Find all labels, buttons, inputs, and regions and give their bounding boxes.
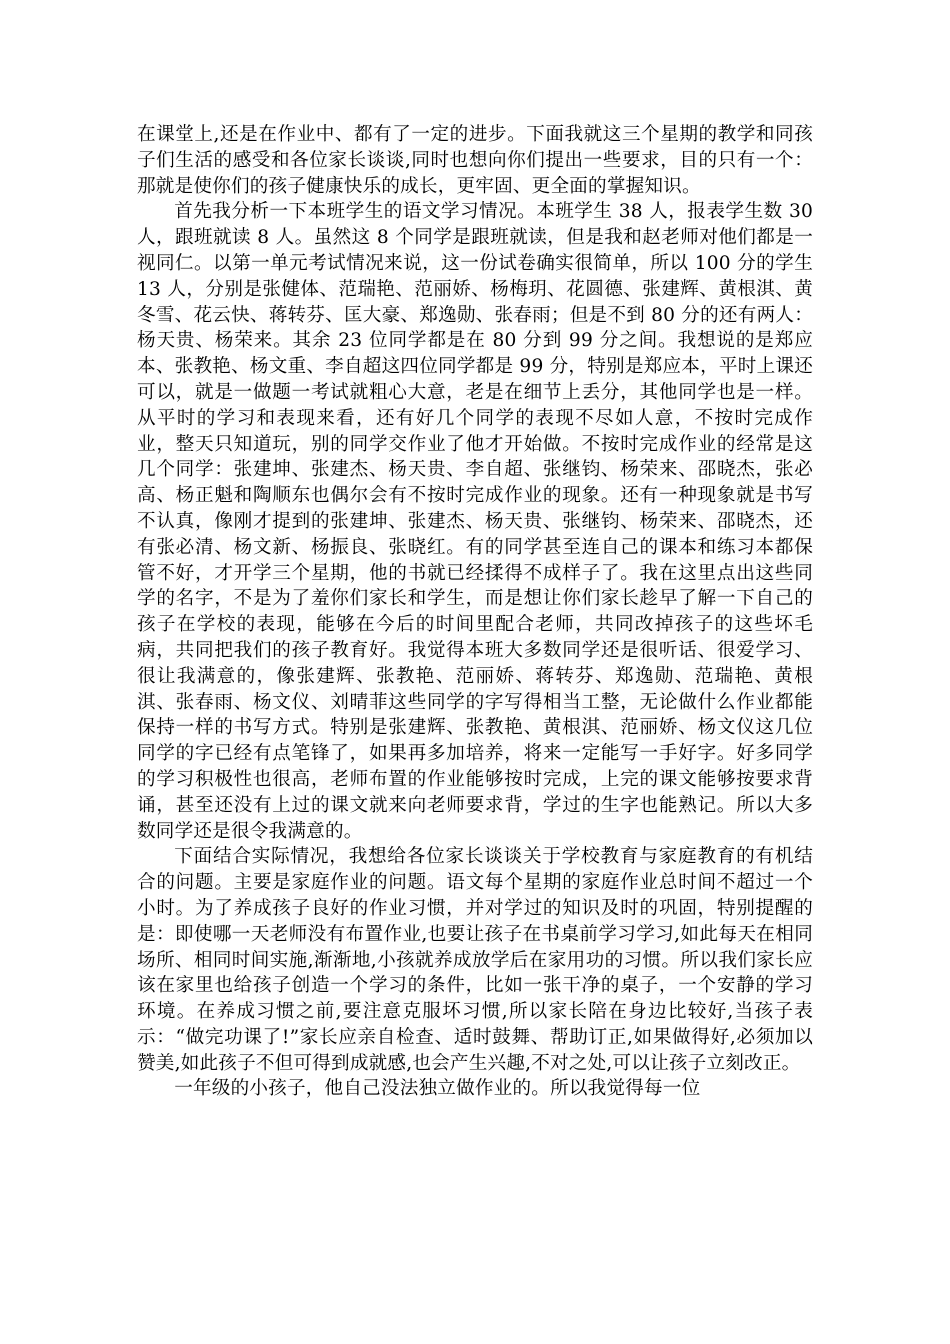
document-body [137, 122, 813, 1102]
paragraph-homework: 下面结合实际情况，我想给各位家长谈谈关于学校教育与家庭教育的有机结合的问题。主要是家庭作业的问题。语文每个星期的家庭作业总时间不超过一个小时。为了养成孩子良好的作业习惯，并对学过的知识及时的巩固，特别提醒的是：即使哪一天老师没有布置作业,也要让孩子在书桌前学习学习,如此每天在相同场所、相同时间实施,渐渐地,小孩就养成放学后在家用功的习惯。所以我们家长应该在家里也给孩子创造一个学习的条件，比如一张干净的桌子，一个安静的学习环境。在养成习惯之前,要注意克服坏习惯,所以家长陪在身边比较好,当孩子表示：“做完功课了!”家长应亲自检查、适时鼓舞、帮助订正,如果做得好,必须加以赞美,如此孩子不但可得到成就感,也会产生兴趣,不对之处,可以让孩子立刻改正。 [137, 846, 813, 1074]
paragraph-first-grade: 一年级的小孩子，他自己没法独立做作业的。所以我觉得每一位 [174, 1078, 701, 1100]
paragraph-intro: 在课堂上,还是在作业中、都有了一定的进步。下面我就这三个星期的教学和同孩子们生活的感受和各位家长谈谈,同时也想向你们提出一些要求，目的只有一个：那就是使你们的孩子健康快乐的成长，更牢固、更全面的掌握知识。 [137, 124, 813, 197]
paragraph-class-analysis: 首先我分析一下本班学生的语文学习情况。本班学生 38 人，报表学生数 30 人，跟班就读 8 人。虽然这 8 个同学是跟班就读，但是我和赵老师对他们都是一视同仁。以第一单元考试情况来说，这一份试卷确实很简单，所以 100 分的学生 13 人，分别是张健体、范瑞艳、范丽娇、杨梅玥、花圆德、张建辉、黄根淇、黄冬雪、花云快、蒋转芬、匡大豪、郑逸勋、张春雨；但是不到 80 分的还有两人：杨天贵、杨荣来。其余 23 位同学都是在 80 分到 99 分之间。我想说的是郑应本、张教艳、杨文重、李自超这四位同学都是 99 分，特别是郑应本，平时上课还可以，就是一做题一考试就粗心大意，老是在细节上丢分，其他同学也是一样。从平时的学习和表现来看，还有好几个同学的表现不尽如人意，不按时完成作业，整天只知道玩，别的同学交作业了他才开始做。不按时完成作业的经常是这几个同学：张建坤、张建杰、杨天贵、李自超、张继钧、杨荣来、邵晓杰，张必高、杨正魁和陶顺东也偶尔会有不按时完成作业的现象。还有一种现象就是书写不认真，像刚才提到的张建坤、张建杰、杨天贵、张继钧、杨荣来、邵晓杰，还有张必清、杨文新、杨振良、张晓红。有的同学甚至连自己的课本和练习本都保管不好，才开学三个星期，他的书就已经揉得不成样子了。我在这里点出这些同学的名字，不是为了羞你们家长和学生，而是想让你们家长趁早了解一下自己的孩子在学校的表现，能够在今后的时间里配合老师，共同改掉孩子的这些坏毛病，共同把我们的孩子教育好。我觉得本班大多数同学还是很听话、很爱学习、很让我满意的，像张建辉、张教艳、范丽娇、蒋转芬、郑逸勋、范瑞艳、黄根淇、张春雨、杨文仪、刘晴菲这些同学的字写得相当工整，无论做什么作业都能保持一样的书写方式。特别是张建辉、张教艳、黄根淇、范丽娇、杨文仪这几位同学的字已经有点笔锋了，如果再多加培养，将来一定能写一手好字。好多同学的学习积极性也很高，老师布置的作业能够按时完成，上完的课文能够按要求背诵，甚至还没有上过的课文就来向老师要求背，学过的生字也能熟记。所以大多数同学还是很令我满意的。 [137, 201, 813, 842]
